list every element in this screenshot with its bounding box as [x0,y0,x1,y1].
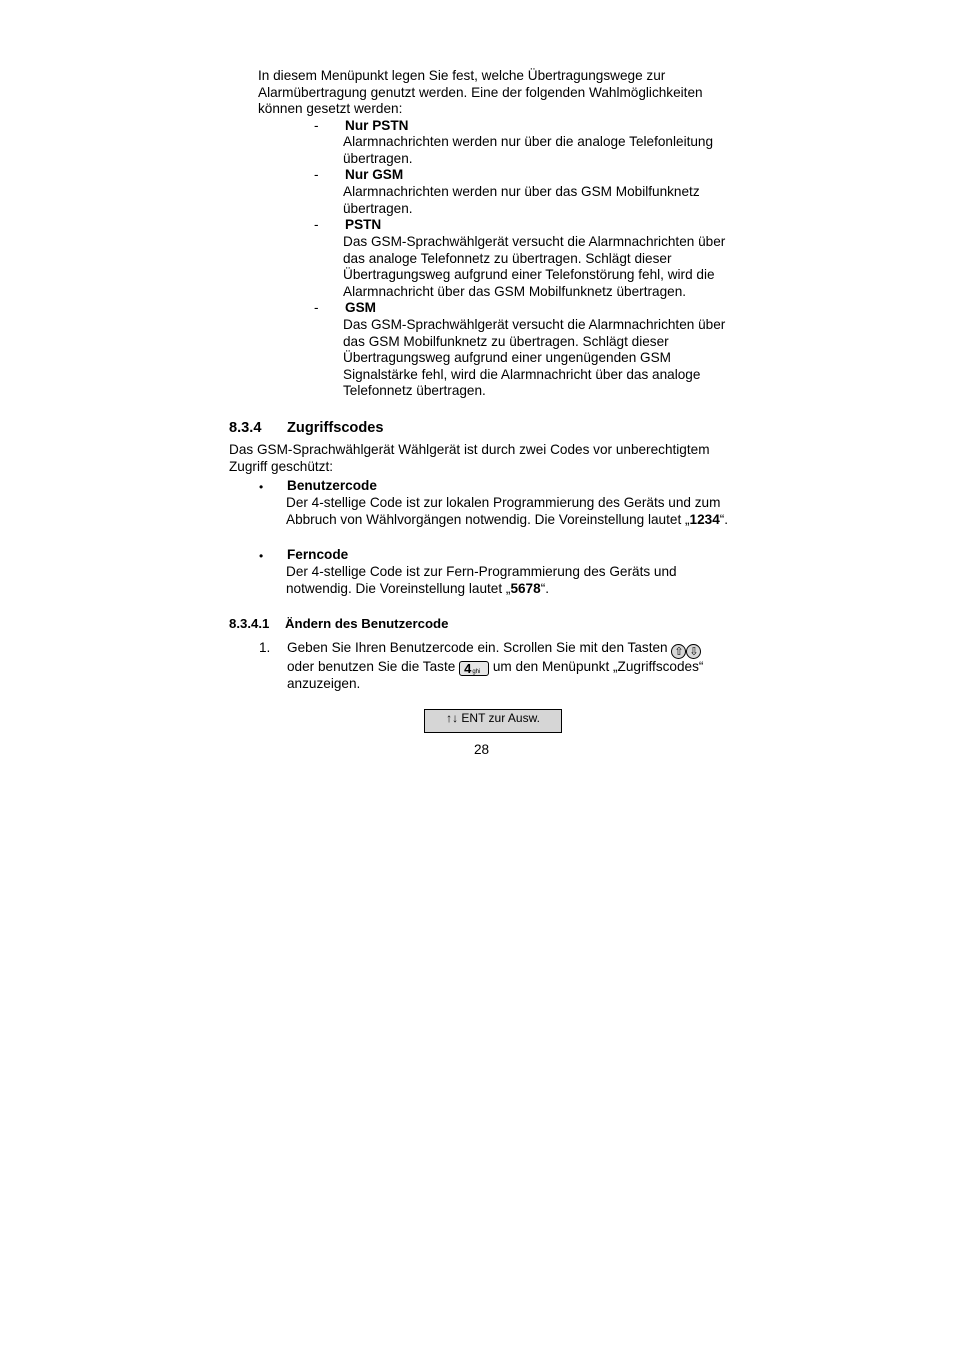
code-value: 5678 [510,580,541,596]
option-title-gsm: GSM [345,300,376,315]
key-4-digit: 4 [464,661,472,676]
code-body-text: Der 4-stellige Code ist zur lokalen Programmierung des Geräts und zum Abbruch von Wählvorgängen notwendig. Die Voreinstellung lautet „ [286,495,721,527]
subsection-title: Ändern des Benutzercode [285,616,449,631]
section-heading [229,420,384,437]
option-dash: - [314,300,319,315]
code-value: 1234 [689,511,720,527]
lcd-display: ↑↓ ENT zur Ausw. [424,709,562,733]
option-dash: - [314,167,319,182]
option-body-nur-pstn: Alarmnachrichten werden nur über die analoge Telefonleitung übertragen. [343,134,714,166]
option-dash: - [314,217,319,232]
subsection-number: 8.3.4.1 [229,616,270,631]
code-body-end: “. [540,580,549,596]
section-number: 8.3.4 [229,420,262,436]
step-text-c: um den Menüpunkt „Zugriffscodes“ anzuzeigen. [287,659,704,691]
key-4-icon [459,661,489,676]
code-body-end: “. [719,511,729,527]
code-body-ferncode [286,564,746,597]
section-intro: Das GSM-Sprachwählgerät Wählgerät ist durch zwei Codes vor unberechtigtem Zugriff geschützt: [229,442,710,474]
bullet: • [259,549,264,563]
bullet: • [259,480,264,494]
subsection-heading [229,616,448,633]
option-title-nur-pstn: Nur PSTN [345,118,409,133]
intro-paragraph: In diesem Menüpunkt legen Sie fest, welche Übertragungswege zur Alarmübertragung genutzt werden. Eine der folgenden Wahlmöglichkeiten können gesetzt werden: [258,68,703,117]
step-text-b: oder benutzen Sie die Taste [287,659,456,674]
option-dash: - [314,118,319,133]
step-text-a: Geben Sie Ihren Benutzercode ein. Scrollen Sie mit den Tasten [287,640,668,655]
section-title: Zugriffscodes [287,420,384,436]
arrow-up-key-icon: ⇧ [671,644,686,659]
page-number: 28 [474,742,490,757]
option-title-nur-gsm: Nur GSM [345,167,404,182]
arrow-down-key-icon: ⇩ [686,644,701,659]
code-body-text: Der 4-stellige Code ist zur Fern-Programmierung des Geräts und notwendig. Die Voreinstellung lautet „ [286,564,677,596]
key-4-letters: ghi [472,669,481,675]
step-text [287,640,747,693]
code-title-benutzercode: Benutzercode [287,478,377,493]
option-title-pstn: PSTN [345,217,382,232]
code-body-benutzercode [286,495,746,528]
option-body-nur-gsm: Alarmnachrichten werden nur über das GSM Mobilfunknetz übertragen. [343,184,700,216]
code-title-ferncode: Ferncode [287,547,349,562]
option-body-gsm: Das GSM-Sprachwählgerät versucht die Alarmnachrichten über das GSM Mobilfunknetz zu übertragen. Schlägt dieser Übertragungsweg aufgrund einer ungenügenden GSM Signalstärke fehl, wird die Alarmnachricht über das analoge Telefonnetz übertragen. [343,317,726,399]
step-number: 1. [259,640,271,655]
option-body-pstn: Das GSM-Sprachwählgerät versucht die Alarmnachrichten über das analoge Telefonnetz zu übertragen. Schlägt dieser Übertragungsweg aufgrund einer Telefonstörung fehl, wird die Alarmnachricht über das GSM Mobilfunknetz übertragen. [343,234,726,299]
